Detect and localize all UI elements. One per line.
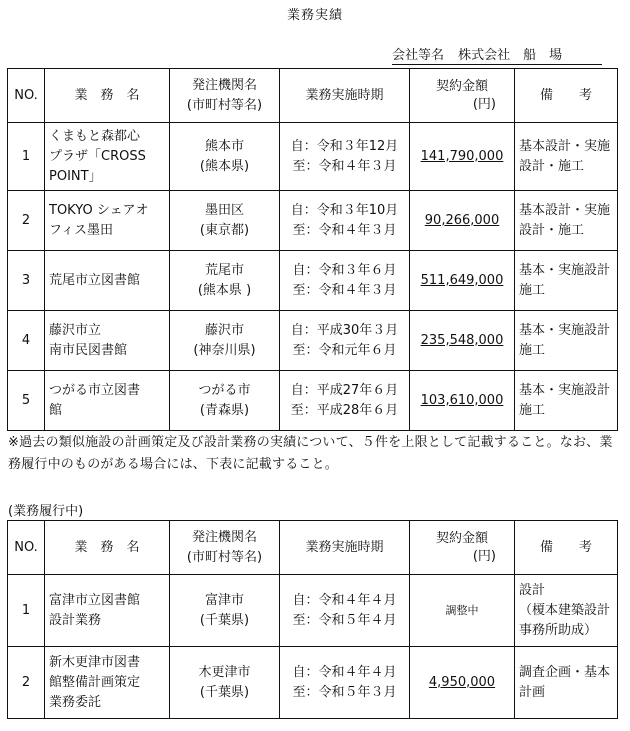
note-text: ※過去の類似施設の計画策定及び設計業務の実績について、５件を上限として記載すること。なお、業務履行中のものがある場合には、下表に記載すること。 <box>8 435 613 472</box>
header-name: 業 務 名 <box>45 521 170 575</box>
row-period: 自：令和４年４月 至：令和５年３月 <box>280 647 410 719</box>
row-period: 自：平成30年３月 至：令和元年６月 <box>280 311 410 371</box>
header-name: 業 務 名 <box>45 69 170 123</box>
table-row <box>8 191 618 251</box>
page-title: 業務実績 <box>286 8 343 23</box>
table-row <box>8 251 618 311</box>
header-period: 業務実施時期 <box>280 69 410 123</box>
row-org: 木更津市 (千葉県) <box>170 647 280 719</box>
row-no: 1 <box>8 575 45 647</box>
row-period: 自：令和４年４月 至：令和５年４月 <box>280 575 410 647</box>
row-period: 自：令和３年10月 至：令和４年３月 <box>280 191 410 251</box>
company-label: 会社等名 <box>392 48 445 63</box>
row-amount: 4,950,000 <box>410 647 515 719</box>
row-org: 富津市 (千葉県) <box>170 575 280 647</box>
table-row <box>8 647 618 719</box>
row-name: つがる市立図書 館 <box>45 371 170 431</box>
row-no: 4 <box>8 311 45 371</box>
table-header-row <box>8 521 618 575</box>
row-remarks: 基本設計・実施 設計・施工 <box>515 123 618 191</box>
row-org: 荒尾市 (熊本県 ) <box>170 251 280 311</box>
row-name: くまもと森都心 プラザ「CROSS POINT」 <box>45 123 170 191</box>
row-amount: 141,790,000 <box>410 123 515 191</box>
row-org: 熊本市 (熊本県) <box>170 123 280 191</box>
row-amount: 調整中 <box>410 575 515 647</box>
header-amount: 契約金額 (円) <box>410 69 515 123</box>
header-remarks: 備 考 <box>515 69 618 123</box>
header-remarks: 備 考 <box>515 521 618 575</box>
row-remarks: 基本・実施設計 施工 <box>515 311 618 371</box>
row-remarks: 基本設計・実施 設計・施工 <box>515 191 618 251</box>
ongoing-table <box>7 520 618 719</box>
results-table <box>7 68 618 431</box>
table-row <box>8 123 618 191</box>
row-period: 自：平成27年６月 至：平成28年６月 <box>280 371 410 431</box>
row-no: 1 <box>8 123 45 191</box>
row-amount: 90,266,000 <box>410 191 515 251</box>
row-no: 5 <box>8 371 45 431</box>
company-line <box>392 44 602 65</box>
row-no: 2 <box>8 647 45 719</box>
header-period: 業務実施時期 <box>280 521 410 575</box>
row-name: 富津市立図書館 設計業務 <box>45 575 170 647</box>
table-row <box>8 575 618 647</box>
row-remarks: 設計 （榎本建築設計 事務所助成） <box>515 575 618 647</box>
row-amount: 511,649,000 <box>410 251 515 311</box>
row-org: 藤沢市 (神奈川県) <box>170 311 280 371</box>
row-org: 墨田区 (東京都) <box>170 191 280 251</box>
header-amount: 契約金額 (円) <box>410 521 515 575</box>
row-remarks: 調査企画・基本 計画 <box>515 647 618 719</box>
company-name: 株式会社 船 場 <box>458 48 563 63</box>
header-org: 発注機関名 (市町村等名) <box>170 69 280 123</box>
row-name: TOKYO シェアオ フィス墨田 <box>45 191 170 251</box>
header-org: 発注機関名 (市町村等名) <box>170 521 280 575</box>
row-period: 自：令和３年12月 至：令和４年３月 <box>280 123 410 191</box>
table-row <box>8 311 618 371</box>
row-name: 新木更津市図書 館整備計画策定 業務委託 <box>45 647 170 719</box>
header-no: NO. <box>8 69 45 123</box>
row-amount: 103,610,000 <box>410 371 515 431</box>
row-name: 藤沢市立 南市民図書館 <box>45 311 170 371</box>
row-amount: 235,548,000 <box>410 311 515 371</box>
row-name: 荒尾市立図書館 <box>45 251 170 311</box>
ongoing-title: (業務履行中) <box>8 504 84 519</box>
table-row <box>8 371 618 431</box>
row-remarks: 基本・実施設計 施工 <box>515 251 618 311</box>
row-org: つがる市 (青森県) <box>170 371 280 431</box>
row-no: 3 <box>8 251 45 311</box>
row-no: 2 <box>8 191 45 251</box>
table-header-row <box>8 69 618 123</box>
row-remarks: 基本・実施設計 施工 <box>515 371 618 431</box>
header-no: NO. <box>8 521 45 575</box>
row-period: 自：令和３年６月 至：令和４年３月 <box>280 251 410 311</box>
